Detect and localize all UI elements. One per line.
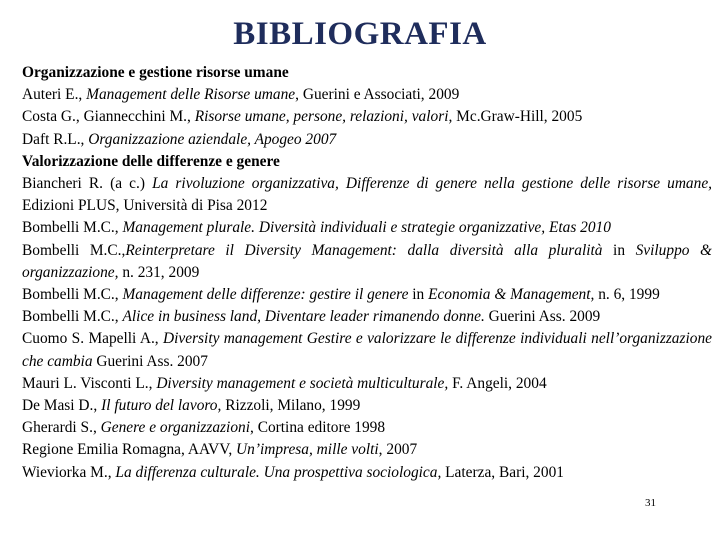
entry-title: Diversity management Gestire e valorizzare le differenze individuali nell’organizzazione che cambia: [22, 330, 712, 370]
entry-title: Genere e organizzazioni: [100, 419, 250, 437]
bibliography-entry: [22, 328, 712, 372]
entry-author: Cuomo S. Mapelli A.,: [22, 330, 164, 348]
entry-publisher: Guerini Ass. 2009: [484, 308, 601, 326]
entry-connector: in: [602, 241, 636, 259]
entry-author: Gherardi S.,: [22, 419, 101, 437]
entry-title: La rivoluzione organizzativa, Differenze di genere nella gestione delle risorse umane,: [152, 175, 713, 193]
entry-title: Il futuro del lavoro,: [101, 397, 222, 415]
entry-author: Costa G., Giannecchini M.,: [22, 108, 195, 126]
entry-title: Management plurale. Diversità individuali e strategie organizzative, Etas 2010: [122, 219, 611, 237]
entry-journal: Economia & Management,: [428, 286, 595, 304]
entry-publisher: Guerini Ass. 2007: [92, 352, 208, 370]
bibliography-entry: [22, 129, 712, 151]
section-heading: [22, 151, 712, 173]
entry-journal: Sviluppo & organizzazione,: [22, 241, 712, 281]
section-heading-text: Organizzazione e gestione risorse umane: [22, 64, 289, 81]
bibliography-entry: [22, 84, 712, 106]
section-heading: [22, 62, 712, 84]
bibliography-entry: [22, 439, 712, 461]
entry-title: Risorse umane, persone, relazioni, valori,: [194, 108, 453, 126]
entry-author: Bombelli M.C.,: [22, 241, 126, 259]
entry-author: De Masi D.,: [22, 397, 102, 415]
entry-title: La differenza culturale. Una prospettiva sociologica,: [115, 463, 442, 481]
entry-title: Reinterpretare il Diversity Management: dalla diversità alla pluralità: [125, 241, 603, 259]
entry-author: Biancheri R. (a c.): [22, 175, 153, 193]
entry-title: Organizzazione aziendale, Apogeo 2007: [88, 130, 337, 148]
entry-title: Management delle Risorse umane: [86, 86, 296, 104]
bibliography-entry: [22, 240, 712, 284]
entry-publisher: F. Angeli, 2004: [448, 374, 547, 392]
page-title: BIBLIOGRAFIA: [233, 16, 487, 52]
entry-title: Management delle differenze: gestire il genere: [122, 286, 409, 304]
entry-connector: in: [408, 286, 429, 304]
bibliography-entry: [22, 373, 712, 395]
entry-publisher: Mc.Graw-Hill, 2005: [452, 108, 583, 126]
entry-publisher: n. 6, 1999: [594, 286, 660, 304]
bibliography-entry: [22, 306, 712, 328]
entry-author: Bombelli M.C.,: [22, 219, 123, 237]
entry-author: Daft R.L.,: [22, 130, 89, 148]
bibliography-entry: [22, 395, 712, 417]
entry-title: Diversity management e società multiculturale,: [156, 374, 449, 392]
section-heading-text: Valorizzazione delle differenze e genere: [22, 152, 280, 170]
entry-author: Wieviorka M.,: [22, 463, 116, 481]
entry-publisher: Laterza, Bari, 2001: [441, 463, 564, 481]
bibliography-entry: [22, 284, 712, 306]
entry-publisher: , Cortina editore 1998: [250, 419, 386, 437]
bibliography-list: [22, 62, 712, 484]
entry-title: Alice in business land, Diventare leader rimanendo donne.: [122, 308, 485, 326]
entry-publisher: , 2007: [378, 441, 418, 459]
bibliography-entry: [22, 462, 712, 484]
bibliography-entry: [22, 217, 712, 239]
entry-publisher: Edizioni PLUS, Università di Pisa 2012: [22, 197, 268, 215]
entry-author: Mauri L. Visconti L.,: [22, 374, 157, 392]
entry-publisher: Rizzoli, Milano, 1999: [221, 397, 361, 415]
entry-author: Bombelli M.C.,: [22, 286, 123, 304]
bibliography-entry: [22, 417, 712, 439]
bibliography-entry: [22, 106, 712, 128]
entry-author: Regione Emilia Romagna, AAVV,: [22, 441, 237, 459]
entry-author: Bombelli M.C.,: [22, 308, 123, 326]
entry-publisher: n. 231, 2009: [118, 263, 200, 281]
bibliography-entry: [22, 173, 712, 217]
entry-publisher: , Guerini e Associati, 2009: [295, 86, 460, 104]
page-number: 31: [645, 497, 656, 509]
entry-title: Un’impresa, mille volti: [236, 441, 379, 459]
entry-author: Auteri E.,: [22, 86, 87, 104]
